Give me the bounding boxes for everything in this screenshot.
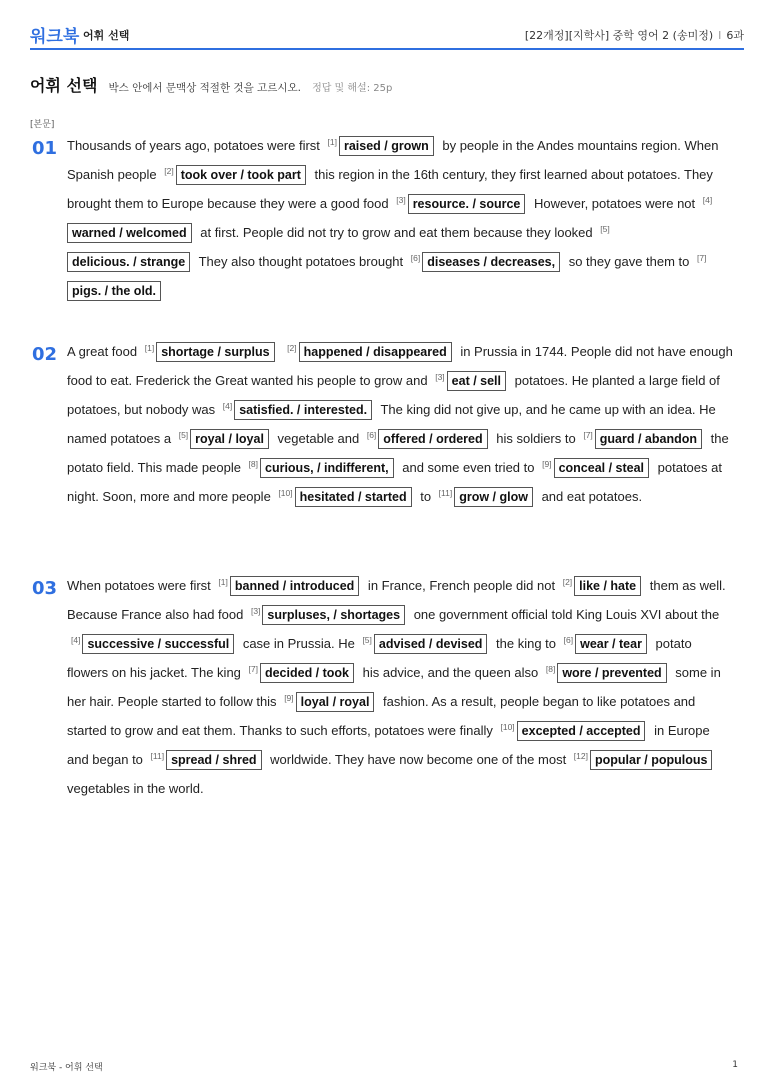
passage-text: potatoes. He planted a large field of potatoes, but nobody was [67, 373, 720, 417]
blank-number: [2] [164, 166, 174, 176]
passage-text: one government official told King Louis XVI about the [410, 607, 720, 622]
question-number: 02 [32, 344, 58, 365]
word-choice-box[interactable]: curious, / indifferent, [260, 458, 394, 478]
passage-text: so they gave them to [565, 254, 693, 269]
word-choice-box[interactable]: surpluses, / shortages [262, 605, 405, 625]
blank-number: [6] [563, 635, 574, 645]
course-title: [22개정][지학사] 중학 영어 2 (송미정) [524, 29, 714, 42]
passage-text: at first. People did not try to grow and eat them because they looked [196, 225, 597, 240]
blank-number: [1] [144, 343, 155, 353]
blank-number: [11] [438, 488, 453, 498]
blank-number: [12] [573, 751, 588, 761]
brand-logo: 워크북 [30, 27, 80, 47]
word-choice-box[interactable]: banned / introduced [230, 576, 359, 596]
footer-label: 워크북 - 어휘 선택 [30, 1063, 103, 1073]
word-choice-box[interactable]: grow / glow [454, 487, 533, 507]
word-choice-box[interactable]: popular / populous [590, 750, 713, 770]
word-choice-box[interactable]: shortage / surplus [156, 342, 274, 362]
passage-text: When potatoes were first [67, 578, 215, 593]
passage-text: potatoes at night. Soon, more and more people [67, 460, 722, 504]
blank-number: [6] [366, 430, 377, 440]
passage-text: Thousands of years ago, potatoes were first [67, 138, 324, 153]
passage-text: his soldiers to [492, 431, 580, 446]
blank-number: [10] [500, 722, 515, 732]
passage-text: and some even tried to [398, 460, 539, 475]
passage-text: some in her hair. People started to follow this [67, 665, 721, 709]
passage-text: by people in the Andes mountains region. When Spanish people [67, 138, 719, 182]
header-section: 어휘 선택 [83, 29, 130, 42]
word-choice-box[interactable]: royal / loyal [190, 429, 269, 449]
blank-number: [3] [250, 606, 261, 616]
question-passage [67, 131, 735, 305]
passage-text: case in Prussia. He [239, 636, 359, 651]
word-choice-box[interactable]: excepted / accepted [517, 721, 646, 741]
blank-number: [7] [583, 430, 593, 440]
word-choice-box[interactable]: raised / grown [339, 136, 434, 156]
word-choice-box[interactable]: took over / took part [176, 165, 306, 185]
course-info [525, 27, 744, 43]
passage-text: in France, French people did not [364, 578, 559, 593]
word-choice-box[interactable]: wear / tear [575, 634, 647, 654]
blank-number: [5] [178, 430, 189, 440]
word-choice-box[interactable]: spread / shred [166, 750, 261, 770]
instruction-text: 박스 안에서 문맥상 적절한 것을 고르시오. [108, 82, 301, 94]
passage-text: in Europe and began to [67, 723, 710, 767]
blank-number: [4] [222, 401, 233, 411]
word-choice-box[interactable]: decided / took [260, 663, 354, 683]
word-choice-box[interactable]: advised / devised [374, 634, 488, 654]
passage-text: They also thought potatoes brought [195, 254, 407, 269]
word-choice-box[interactable]: resource. / source [408, 194, 526, 214]
passage-text: The king did not give up, and he came up with an idea. He named potatoes a [67, 402, 716, 446]
word-choice-box[interactable]: wore / prevented [557, 663, 666, 683]
blank-number: [6] [410, 253, 421, 263]
blank-number: [3] [396, 195, 406, 205]
blank-number: [11] [150, 751, 165, 761]
blank-number: [1] [327, 137, 337, 147]
word-choice-box[interactable]: delicious. / strange [67, 252, 190, 272]
question-number: 03 [32, 578, 58, 599]
passage-text: vegetables in the world. [67, 781, 204, 796]
passage-text [280, 344, 284, 359]
page-number: 1 [732, 1060, 738, 1070]
word-choice-box[interactable]: warned / welcomed [67, 223, 192, 243]
passage-text: A great food [67, 344, 141, 359]
word-choice-box[interactable]: loyal / royal [296, 692, 375, 712]
word-choice-box[interactable]: satisfied. / interested. [234, 400, 372, 420]
blank-number: [5] [362, 635, 372, 645]
passage-text: the king to [492, 636, 560, 651]
blank-number: [5] [600, 224, 610, 234]
word-choice-box[interactable]: successive / successful [82, 634, 234, 654]
blank-number: [1] [218, 577, 228, 587]
word-choice-box[interactable]: happened / disappeared [299, 342, 452, 362]
word-choice-box[interactable]: eat / sell [447, 371, 506, 391]
page-title: 어휘 선택 [30, 76, 98, 95]
answer-reference: 정답 및 해설: 25p [312, 83, 393, 94]
blank-number: [3] [435, 372, 445, 382]
word-choice-box[interactable]: offered / ordered [378, 429, 487, 449]
blank-number: [9] [284, 693, 294, 703]
blank-number: [8] [545, 664, 556, 674]
header-separator: I [718, 29, 722, 42]
passage-text: vegetable and [273, 431, 363, 446]
passage-text: fashion. As a result, people began to like potatoes and started to grow and eat them. Thanks to such efforts, potatoes were finally [67, 694, 696, 738]
passage-text: However, potatoes were not [530, 196, 699, 211]
passage-text: to [416, 489, 435, 504]
lesson-number: 6과 [726, 29, 744, 42]
blank-number: [8] [248, 459, 258, 469]
passage-text: worldwide. They have now become one of the most [266, 752, 570, 767]
passage-text: his advice, and the queen also [359, 665, 542, 680]
passage-text: and eat potatoes. [537, 489, 643, 504]
word-choice-box[interactable]: guard / abandon [595, 429, 702, 449]
passage-text: the potato field. This made people [67, 431, 729, 475]
blank-number: [10] [278, 488, 293, 498]
passage-text: them as well. Because France also had food [67, 578, 726, 622]
blank-number: [7] [697, 253, 707, 263]
question-number: 01 [32, 138, 58, 159]
blank-number: [2] [287, 343, 297, 353]
body-label: [본문] [30, 120, 55, 130]
blank-number: [7] [248, 664, 258, 674]
passage-text: this region in the 16th century, they first learned about potatoes. They brought them to Europe because they were a good food [67, 167, 713, 211]
word-choice-box[interactable]: pigs. / the old. [67, 281, 161, 301]
page-header [30, 20, 744, 50]
blank-number: [4] [71, 635, 81, 645]
question-passage [67, 571, 735, 803]
blank-number: [9] [542, 459, 552, 469]
question-passage [67, 337, 735, 511]
passage-text: in Prussia in 1744. People did not have enough food to eat. Frederick the Great wanted his people to grow and [67, 344, 733, 388]
word-choice-box[interactable]: diseases / decreases, [422, 252, 560, 272]
word-choice-box[interactable]: hesitated / started [295, 487, 412, 507]
word-choice-box[interactable]: like / hate [574, 576, 641, 596]
passage-text: potato flowers on his jacket. The king [67, 636, 692, 680]
word-choice-box[interactable]: conceal / steal [554, 458, 649, 478]
exercise-title [30, 73, 392, 96]
blank-number: [4] [702, 195, 713, 205]
blank-number: [2] [562, 577, 573, 587]
